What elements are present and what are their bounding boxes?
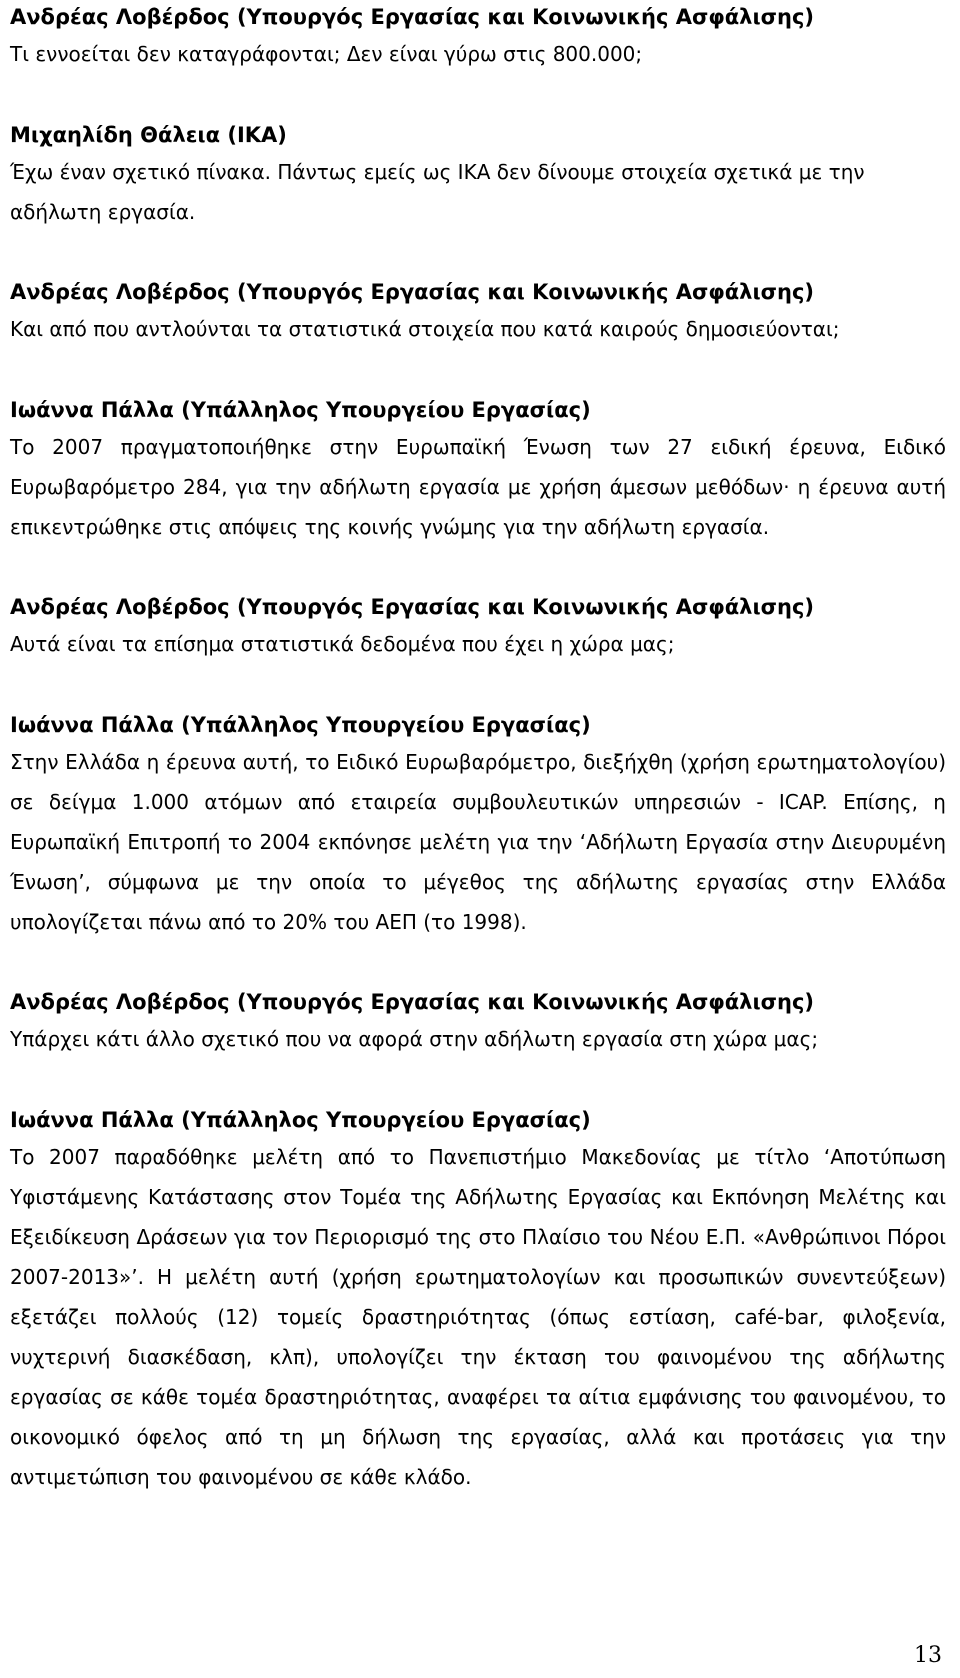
speaker-name: Ανδρέας Λοβέρδος (Υπουργός Εργασίας και Κοινωνικής Ασφάλισης) (10, 5, 814, 29)
speaker-name: Ιωάννα Πάλλα (Υπάλληλος Υπουργείου Εργασίας) (10, 1108, 591, 1132)
page-number: 13 (914, 1643, 942, 1668)
speech-text: Αυτά είναι τα επίσημα στατιστικά δεδομένα που έχει η χώρα μας; (10, 632, 675, 656)
speech-text: Έχω έναν σχετικό πίνακα. Πάντως εμείς ως ΙΚΑ δεν δίνουμε στοιχεία σχετικά με την αδήλωτη εργασία. (10, 160, 865, 224)
exchange-2 (10, 118, 946, 232)
speech-text: Στην Ελλάδα η έρευνα αυτή, το Ειδικό Ευρωβαρόμετρο, διεξήχθη (χρήση ερωτηματολογίου) σε δείγμα 1.000 ατόμων από εταιρεία συμβουλευτικών υπηρεσιών - ICAP. Επίσης, η Ευρωπαϊκή Επιτροπή το 2004 εκπόνησε μελέτη για την ‘Αδήλωτη Εργασία στην Διευρυμένη Ένωση’, σύμφωνα με την οποία το μέγεθος της αδήλωτης εργασίας στην Ελλάδα υπολογίζεται πάνω από το 20% του ΑΕΠ (το 1998). (10, 750, 946, 934)
speaker-name: Ανδρέας Λοβέρδος (Υπουργός Εργασίας και Κοινωνικής Ασφάλισης) (10, 595, 814, 619)
exchange-7 (10, 985, 946, 1059)
speech-text: Το 2007 πραγματοποιήθηκε στην Ευρωπαϊκή Ένωση των 27 ειδική έρευνα, Ειδικό Ευρωβαρόμετρο 284, για την αδήλωτη εργασία με χρήση άμεσων μεθόδων· η έρευνα αυτή επικεντρώθηκε στις απόψεις της κοινής γνώμης για την αδήλωτη εργασία. (10, 435, 946, 539)
exchange-6 (10, 708, 946, 942)
speaker-name: Ανδρέας Λοβέρδος (Υπουργός Εργασίας και Κοινωνικής Ασφάλισης) (10, 280, 814, 304)
speaker-name: Ανδρέας Λοβέρδος (Υπουργός Εργασίας και Κοινωνικής Ασφάλισης) (10, 990, 814, 1014)
speech-text: Και από που αντλούνται τα στατιστικά στοιχεία που κατά καιρούς δημοσιεύονται; (10, 317, 840, 341)
speech-text: Υπάρχει κάτι άλλο σχετικό που να αφορά στην αδήλωτη εργασία στη χώρα μας; (10, 1027, 819, 1051)
exchange-8 (10, 1103, 946, 1497)
exchange-1 (10, 0, 946, 74)
exchange-3 (10, 275, 946, 349)
speech-text: Τι εννοείται δεν καταγράφονται; Δεν είναι γύρω στις 800.000; (10, 42, 643, 66)
speaker-name: Ιωάννα Πάλλα (Υπάλληλος Υπουργείου Εργασίας) (10, 398, 591, 422)
exchange-5 (10, 590, 946, 664)
speaker-name: Μιχαηλίδη Θάλεια (ΙΚΑ) (10, 123, 287, 147)
speaker-name: Ιωάννα Πάλλα (Υπάλληλος Υπουργείου Εργασίας) (10, 713, 591, 737)
exchange-4 (10, 393, 946, 547)
speech-text: Το 2007 παραδόθηκε μελέτη από το Πανεπιστήμιο Μακεδονίας με τίτλο ‘Αποτύπωση Υφιστάμενης Κατάστασης στον Τομέα της Αδήλωτης Εργασίας και Εκπόνηση Μελέτης και Εξειδίκευση Δράσεων για τον Περιορισμό της στο Πλαίσιο του Νέου Ε.Π. «Ανθρώπινοι Πόροι 2007-2013»’. Η μελέτη αυτή (χρήση ερωτηματολογίων και προσωπικών συνεντεύξεων) εξετάζει πολλούς (12) τομείς δραστηριότητας (όπως εστίαση, café-bar, φιλοξενία, νυχτερινή διασκέδαση, κλπ), υπολογίζει την έκταση του φαινομένου της αδήλωτης εργασίας σε κάθε τομέα δραστηριότητας, αναφέρει τα αίτια εμφάνισης του φαινομένου, το οικονομικό όφελος από τη μη δήλωση της εργασίας, αλλά και προτάσεις για την αντιμετώπιση του φαινομένου σε κάθε κλάδο. (10, 1145, 946, 1489)
